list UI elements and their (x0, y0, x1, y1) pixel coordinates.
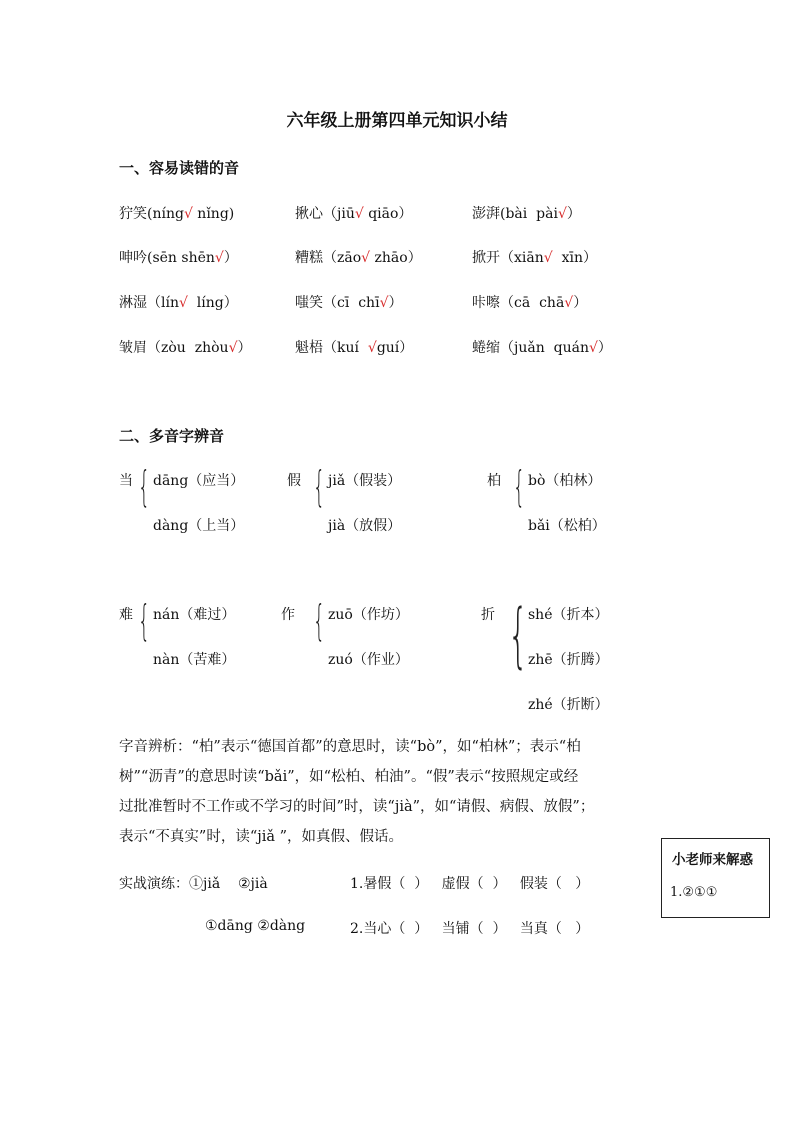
pronunciation-text: qiāo） (363, 206, 413, 222)
brace-icon: { (513, 462, 526, 511)
polyphonic-char: 折 (481, 607, 495, 623)
pronunciation-item (472, 247, 597, 267)
check-mark-icon: √ (183, 206, 193, 222)
pronunciation-item (295, 203, 412, 223)
reading-item: dāng（应当） (153, 473, 245, 489)
pronunciation-item (295, 337, 413, 357)
pronunciation-text: 揪心（jiū (295, 206, 355, 222)
pronunciation-text: zhāo） (370, 250, 422, 266)
pronunciation-item (472, 292, 587, 312)
pronunciation-text: ） (573, 295, 588, 311)
practice-options-1: 实战演练：①jiǎ ②jià (119, 876, 268, 892)
reading-item: zuó（作业） (328, 652, 409, 668)
reading-item: nàn（苦难） (153, 652, 236, 668)
pronunciation-text: guí） (376, 340, 414, 356)
pronunciation-item (295, 247, 422, 267)
pronunciation-text: ） (388, 295, 403, 311)
answer-box (661, 838, 770, 918)
check-mark-icon: √ (354, 206, 364, 222)
pronunciation-item (119, 203, 234, 223)
brace-icon: { (313, 596, 326, 645)
reading-item: dàng（上当） (153, 518, 245, 534)
check-mark-icon: √ (228, 340, 238, 356)
pronunciation-text: ） (223, 250, 238, 266)
analysis-line: 表示“不真实”时，读“jiǎ ”，如真假、假话。 (119, 829, 404, 845)
pronunciation-text: ） (597, 340, 612, 356)
pronunciation-text: 咔嚓（cā chā (472, 295, 565, 311)
section-heading-easy-mispronounced: 一、容易读错的音 (119, 159, 240, 177)
reading-item: bò（柏林） (528, 473, 602, 489)
section-heading-polyphonic: 二、多音字辨音 (119, 427, 225, 445)
reading-item: zhé（折断） (528, 697, 609, 713)
practice-options-2: ①dāng ②dàng (205, 918, 306, 934)
pronunciation-text: ） (566, 206, 581, 222)
pronunciation-text: 呻吟(sēn shēn (119, 250, 215, 266)
brace-icon: { (508, 594, 529, 676)
practice-questions-1: 1.暑假（ ） 虚假（ ） 假装（ ） (350, 876, 590, 892)
analysis-paragraph (119, 732, 594, 852)
pronunciation-text: 蜷缩（juǎn quán (472, 340, 589, 356)
pronunciation-item (295, 292, 402, 312)
brace-icon: { (138, 462, 151, 511)
check-mark-icon: √ (361, 250, 371, 266)
reading-item: zhē（折腾） (528, 652, 609, 668)
pronunciation-text: ） (237, 340, 252, 356)
polyphonic-char: 柏 (487, 473, 501, 489)
check-mark-icon: √ (214, 250, 224, 266)
reading-item: zuō（作坊） (328, 607, 409, 623)
pronunciation-text: xīn） (552, 250, 597, 266)
pronunciation-text: líng） (187, 295, 238, 311)
check-mark-icon: √ (557, 206, 567, 222)
polyphonic-char: 当 (119, 473, 133, 489)
analysis-line: 过批准暂时不工作或不学习的时间”时，读“jià”，如“请假、病假、放假”； (119, 799, 595, 815)
pronunciation-text: 澎湃(bài pài (472, 206, 558, 222)
practice-questions-2: 2.当心（ ） 当铺（ ） 当真（ ） (350, 921, 590, 937)
pronunciation-text: 皱眉（zòu zhòu (119, 340, 229, 356)
pronunciation-text: 嗤笑（cī chī (295, 295, 380, 311)
pronunciation-item (119, 337, 251, 357)
pronunciation-text: 淋湿（lín (119, 295, 179, 311)
pronunciation-item (119, 247, 238, 267)
analysis-line: 树”“沥青”的意思时读“bǎi”，如“松柏、柏油”。“假”表示“按照规定或经 (119, 769, 579, 785)
polyphonic-char: 作 (281, 607, 295, 623)
reading-item: bǎi（松柏） (528, 518, 606, 534)
check-mark-icon: √ (178, 295, 188, 311)
answer-box-answer: 1.②①① (670, 885, 718, 900)
pronunciation-item (472, 337, 612, 357)
check-mark-icon: √ (588, 340, 598, 356)
reading-item: shé（折本） (528, 607, 609, 623)
check-mark-icon: √ (379, 295, 389, 311)
answer-box-title: 小老师来解惑 (672, 852, 753, 868)
pronunciation-text: nǐng) (192, 206, 235, 222)
reading-item: nán（难过） (153, 607, 236, 623)
page-title: 六年级上册第四单元知识小结 (286, 111, 508, 131)
check-mark-icon: √ (564, 295, 574, 311)
pronunciation-item (472, 203, 581, 223)
polyphonic-char: 难 (119, 607, 133, 623)
analysis-line: 字音辨析：“柏”表示“德国首都”的意思时，读“bò”，如“柏林”；表示“柏 (119, 739, 581, 755)
pronunciation-text: 狞笑(níng (119, 206, 184, 222)
polyphonic-char: 假 (287, 473, 301, 489)
pronunciation-item (119, 292, 238, 312)
check-mark-icon: √ (367, 340, 377, 356)
reading-item: jià（放假） (328, 518, 402, 534)
pronunciation-text: 糟糕（zāo (295, 250, 362, 266)
pronunciation-text: 魁梧（kuí (295, 340, 368, 356)
check-mark-icon: √ (543, 250, 553, 266)
brace-icon: { (138, 596, 151, 645)
reading-item: jiǎ（假装） (328, 473, 402, 489)
brace-icon: { (313, 462, 326, 511)
pronunciation-text: 掀开（xiān (472, 250, 544, 266)
